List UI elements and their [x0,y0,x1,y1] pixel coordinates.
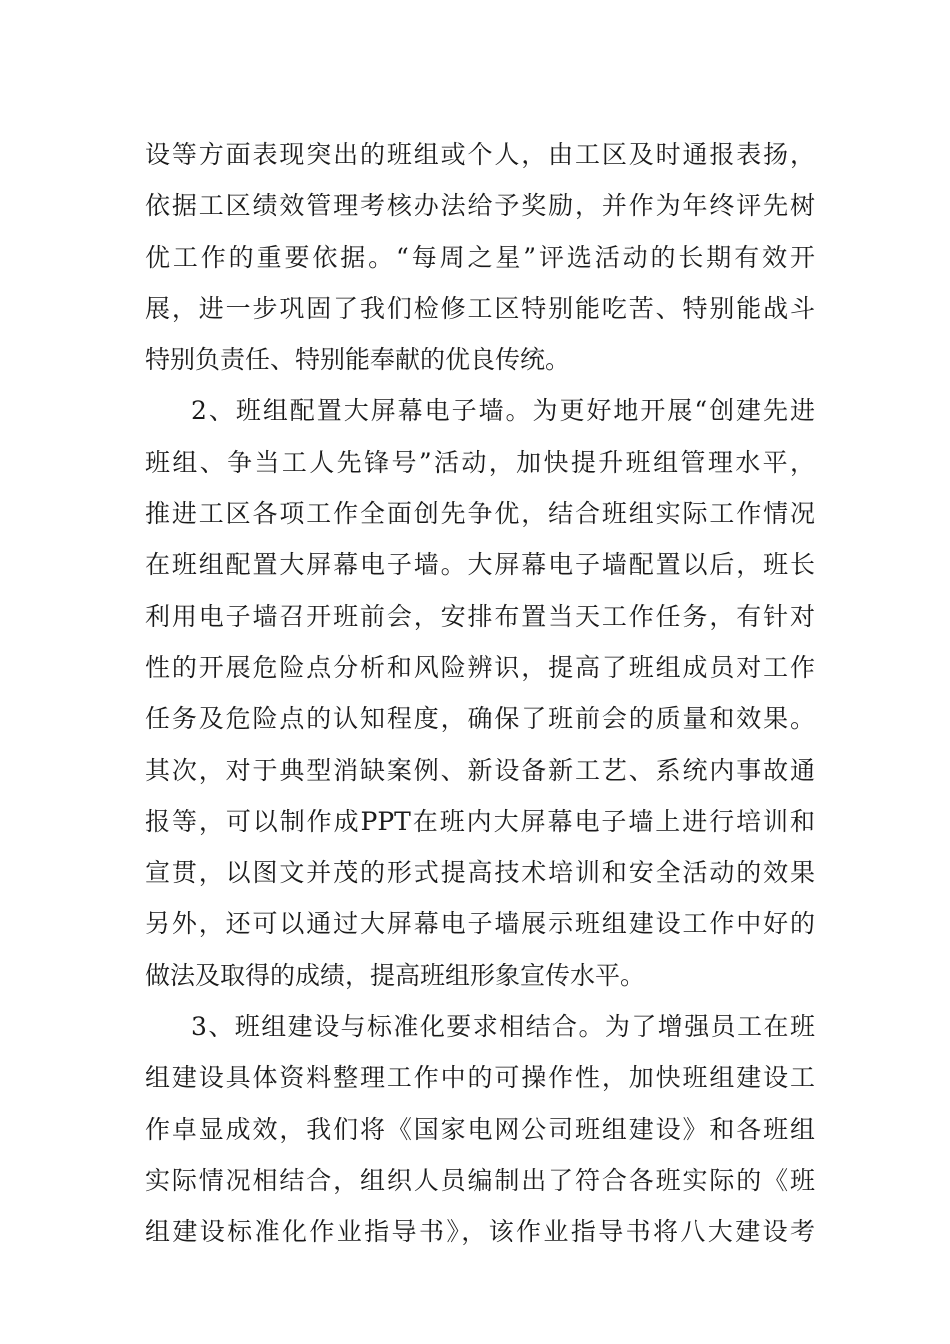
text-line: 班组、争当工人先锋号”活动，加快提升班组管理水平， [145,447,815,477]
text-line: 展，进一步巩固了我们检修工区特别能吃苦、特别能战斗 [145,293,815,323]
text-line: 设等方面表现突出的班组或个人，由工区及时通报表扬， [145,140,815,169]
text-line: 宣贯，以图文并茂的形式提高技术培训和安全活动的效果 [145,858,815,888]
text-line: 作卓显成效，我们将《国家电网公司班组建设》和各班组 [145,1114,815,1144]
text-line: 利用电子墙召开班前会，安排布置当天工作任务，有针对 [145,601,815,631]
text-line: 实际情况相结合，组织人员编制出了符合各班实际的《班 [145,1165,815,1195]
text-line: 特别负责任、特别能奉献的优良传统。 [145,345,571,375]
text-line: 组建设具体资料整理工作中的可操作性，加快班组建设工 [145,1063,815,1093]
text-line: 在班组配置大屏幕电子墙。大屏幕电子墙配置以后，班长 [145,550,815,580]
text-line: 性的开展危险点分析和风险辨识，提高了班组成员对工作 [145,652,815,682]
text-line: 推进工区各项工作全面创先争优，结合班组实际工作情况 [145,499,815,529]
text-line: 组建设标准化作业指导书》，该作业指导书将八大建设考 [145,1217,815,1247]
paragraph-3-heading-line: 3、班组建设与标准化要求相结合。为了增强员工在班 [191,1012,815,1042]
text-line: 任务及危险点的认知程度，确保了班前会的质量和效果。 [145,704,815,734]
text-line: 依据工区绩效管理考核办法给予奖励，并作为年终评先树 [145,191,815,221]
paragraph-2-heading-line: 2、班组配置大屏幕电子墙。为更好地开展“创建先进 [191,396,815,426]
text-line: 另外，还可以通过大屏幕电子墙展示班组建设工作中好的 [145,909,815,939]
text-line: 其次，对于典型消缺案例、新设备新工艺、系统内事故通 [145,755,815,785]
text-line: 做法及取得的成绩，提高班组形象宣传水平。 [145,960,646,990]
text-line: 优工作的重要依据。“每周之星”评选活动的长期有效开 [145,242,815,272]
text-line: 报等，可以制作成PPT在班内大屏幕电子墙上进行培训和 [145,806,815,836]
body-text [145,129,815,1258]
